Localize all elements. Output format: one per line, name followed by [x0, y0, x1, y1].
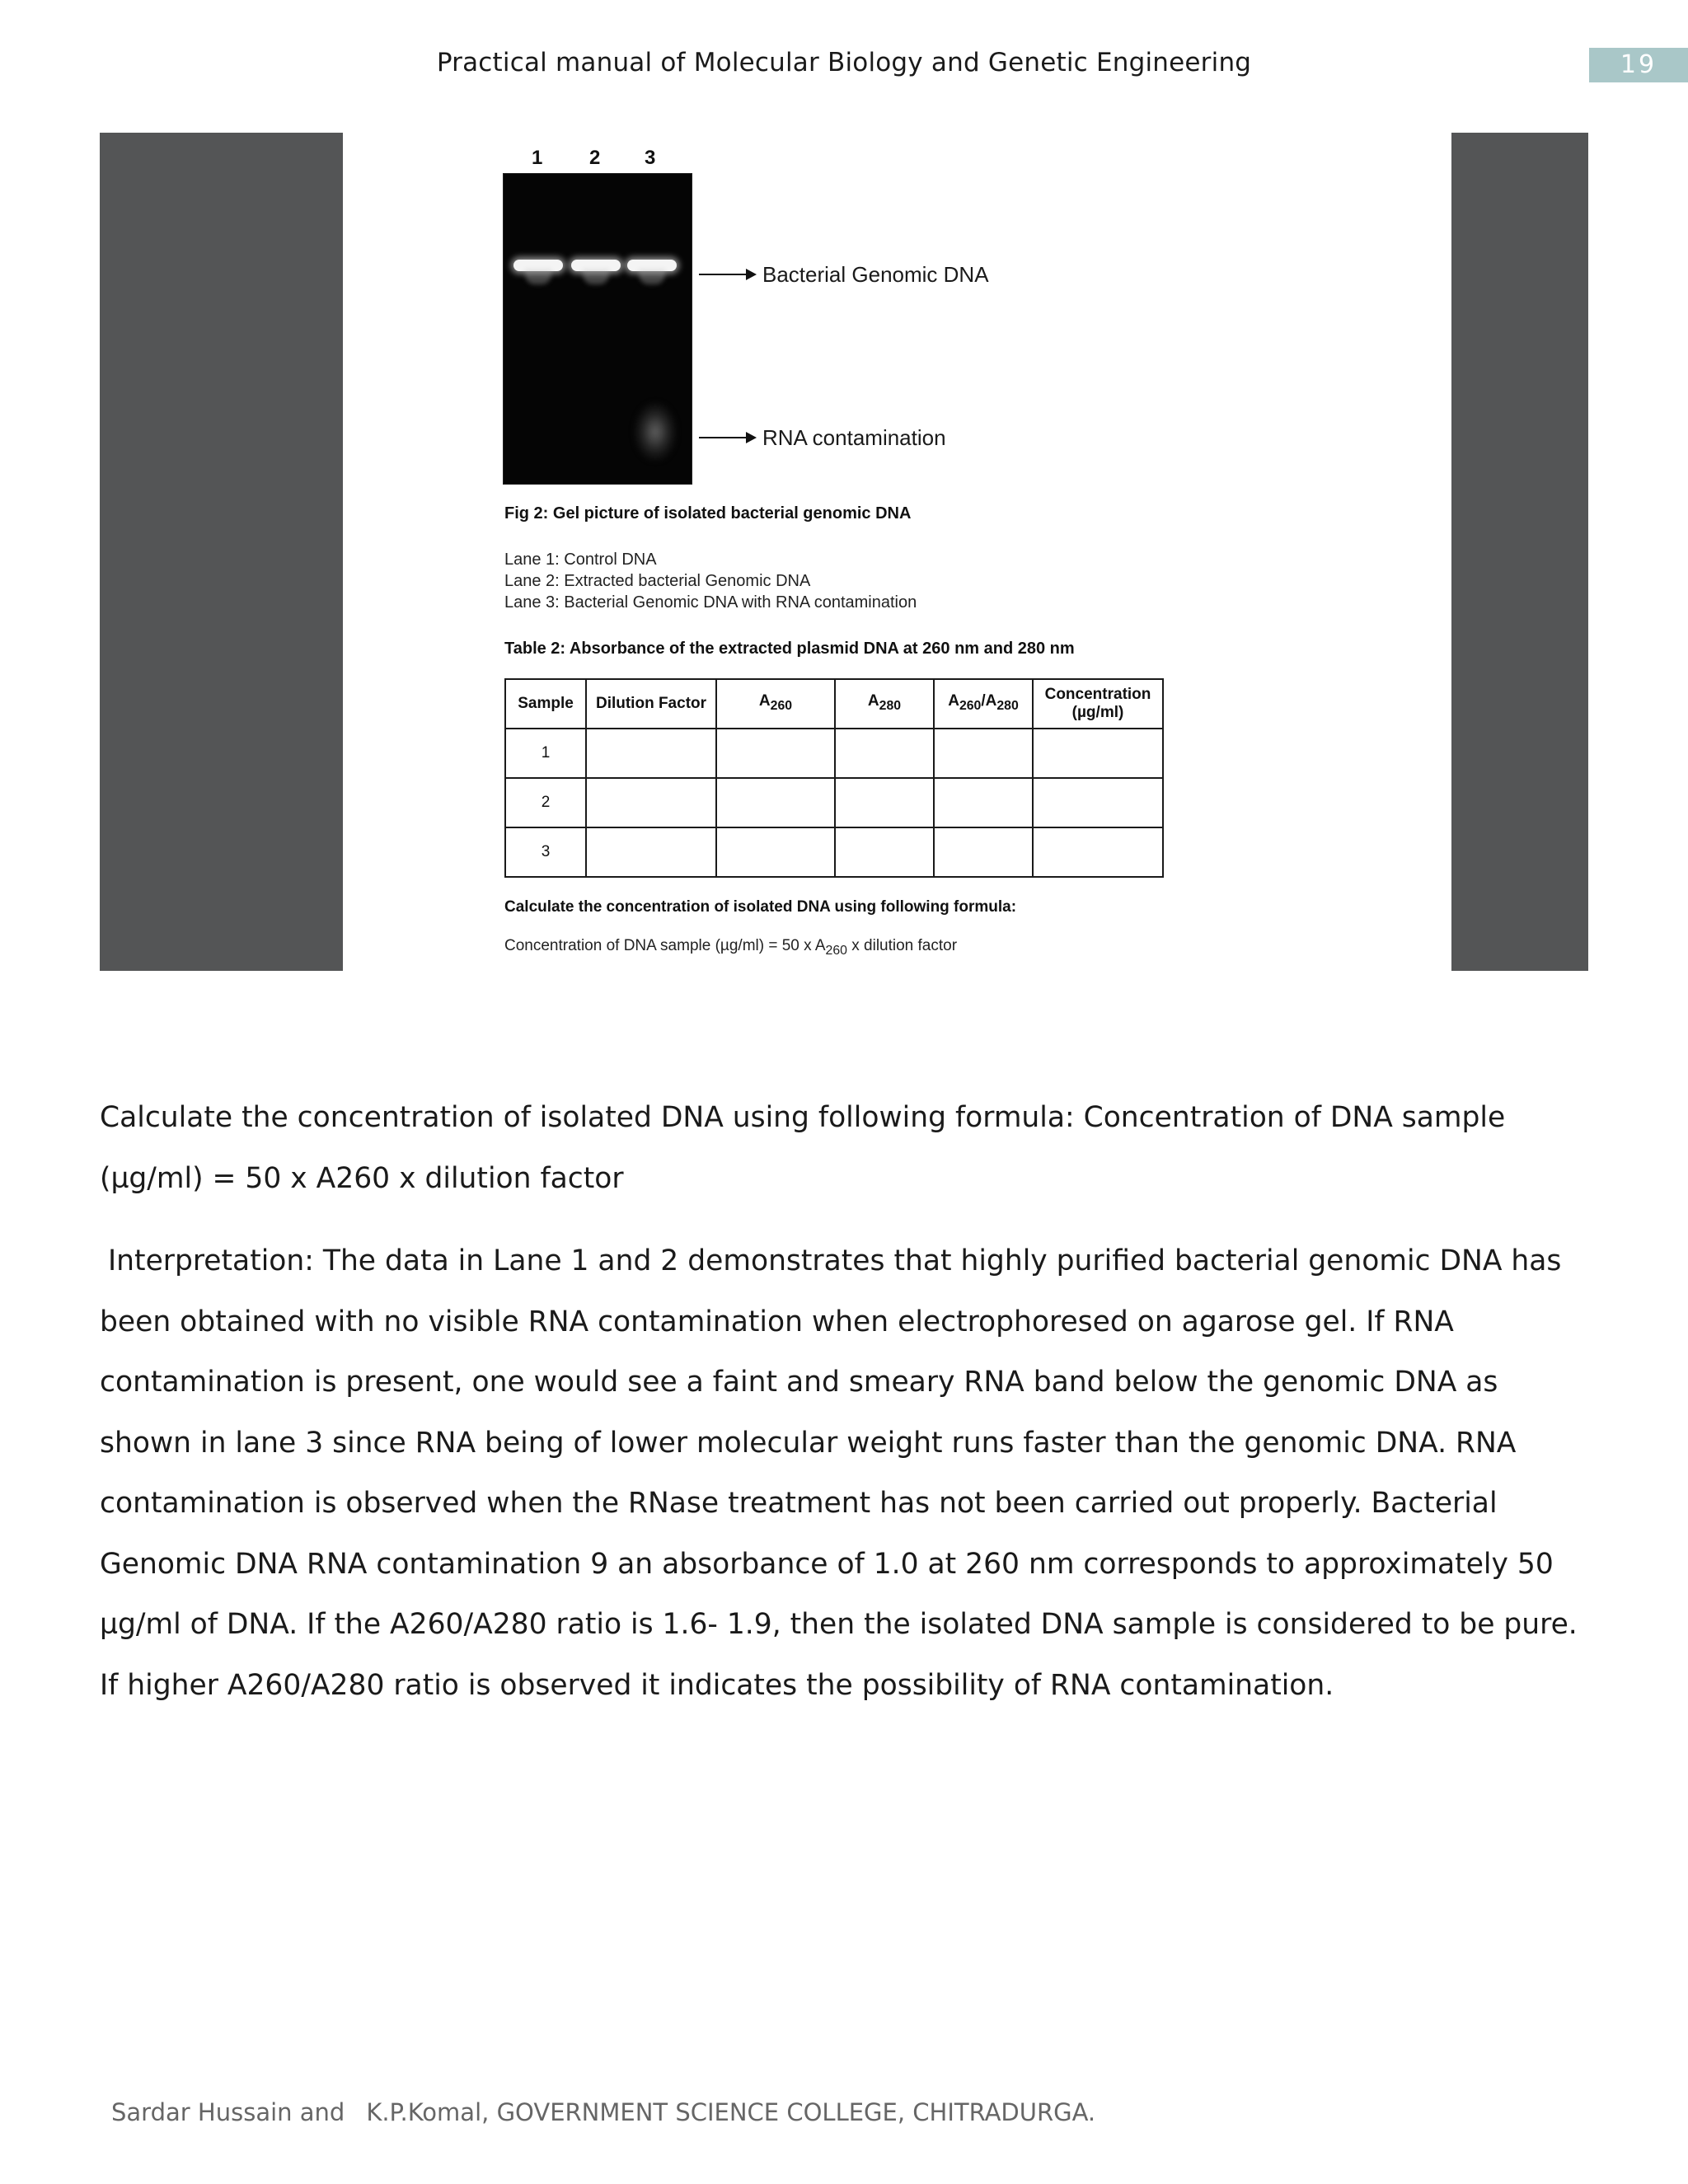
table-title: Table 2: Absorbance of the extracted plasmid DNA at 260 nm and 280 nm — [504, 640, 1075, 658]
cell-empty — [716, 729, 835, 778]
body-paragraph-formula: Calculate the concentration of isolated DNA using following formula: Concentration of DNA sample (µg/ml) = 50 x A260 x dilution factor — [100, 1101, 1506, 1195]
gel-band-lane-2 — [571, 260, 621, 271]
rna-smear-lane-3 — [635, 403, 676, 461]
gel-band-lane-3 — [627, 260, 677, 271]
cell-sample: 2 — [505, 778, 586, 827]
cell-empty — [835, 729, 934, 778]
footer-affiliation: K.P.Komal, GOVERNMENT SCIENCE COLLEGE, CHITRADURGA. — [366, 2098, 1096, 2126]
left-gray-panel — [100, 133, 343, 971]
table-row — [505, 827, 1163, 877]
gel-band-lane-1 — [513, 260, 563, 271]
gel-image — [503, 173, 692, 485]
calculation-heading: Calculate the concentration of isolated DNA using following formula: — [504, 898, 1017, 916]
table-row — [505, 729, 1163, 778]
label-rna-contamination: RNA contamination — [762, 425, 946, 450]
lane-number-2: 2 — [589, 147, 601, 169]
body-paragraph-interpretation: Interpretation: The data in Lane 1 and 2 demonstrates that highly purified bacterial genomic DNA has been obtained with no visible RNA contamination when electrophoresed on agarose gel. If RNA contamination is present, one would see a faint and smeary RNA band below the genomic DNA as shown in lane 3 since RNA being of lower molecular weight runs faster than the genomic DNA. RNA contamination is observed when the RNase treatment has not been carried out properly. Bacterial Genomic DNA RNA contamination 9 an absorbance of 1.0 at 260 nm corresponds to approximately 50 µg/ml of DNA. If the A260/A280 ratio is 1.6- 1.9, then the isolated DNA sample is considered to be pure. If higher A260/A280 ratio is observed it indicates the possibility of RNA contamination. — [100, 1244, 1578, 1702]
calculation-formula: Concentration of DNA sample (µg/ml) = 50 x $A_{260}$ x dilution factor — [504, 937, 958, 958]
header-concentration: Concentration (µg/ml) — [1033, 679, 1163, 729]
cell-empty — [934, 778, 1033, 827]
page-number: 19 — [1589, 48, 1688, 82]
cell-empty — [835, 827, 934, 877]
lane-legend — [504, 549, 917, 613]
lane-number-1: 1 — [532, 147, 543, 169]
cell-empty — [1033, 729, 1163, 778]
lane-legend-item: Lane 3: Bacterial Genomic DNA with RNA contamination — [504, 593, 917, 612]
table-header-row — [505, 679, 1163, 729]
cell-empty — [716, 778, 835, 827]
cell-empty — [586, 729, 716, 778]
cell-empty — [586, 778, 716, 827]
label-genomic-dna: Bacterial Genomic DNA — [762, 262, 989, 287]
cell-sample: 1 — [505, 729, 586, 778]
absorbance-table — [504, 678, 1164, 878]
header-dilution-factor: Dilution Factor — [586, 679, 716, 729]
page-footer — [111, 2098, 1095, 2126]
header-a260: $A_{260}$ — [716, 679, 835, 729]
cell-empty — [586, 827, 716, 877]
header-ratio: $A_{260}/A_{280}$ — [934, 679, 1033, 729]
table-row — [505, 778, 1163, 827]
cell-empty — [934, 729, 1033, 778]
cell-empty — [1033, 778, 1163, 827]
cell-empty — [1033, 827, 1163, 877]
header-a280: $A_{280}$ — [835, 679, 934, 729]
lane-legend-item: Lane 2: Extracted bacterial Genomic DNA — [504, 572, 811, 590]
footer-authors: Sardar Hussain and — [111, 2098, 345, 2126]
lane-number-3: 3 — [645, 147, 656, 169]
figure-caption: Fig 2: Gel picture of isolated bacterial genomic DNA — [504, 504, 912, 523]
arrow-rna-icon — [699, 437, 747, 438]
page-header-title: Practical manual of Molecular Biology and Genetic Engineering — [436, 48, 1252, 77]
header-sample: Sample — [505, 679, 586, 729]
arrow-genomic-icon — [699, 274, 747, 275]
lane-legend-item: Lane 1: Control DNA — [504, 551, 657, 569]
right-gray-panel — [1451, 133, 1588, 971]
cell-sample: 3 — [505, 827, 586, 877]
cell-empty — [934, 827, 1033, 877]
cell-empty — [716, 827, 835, 877]
cell-empty — [835, 778, 934, 827]
